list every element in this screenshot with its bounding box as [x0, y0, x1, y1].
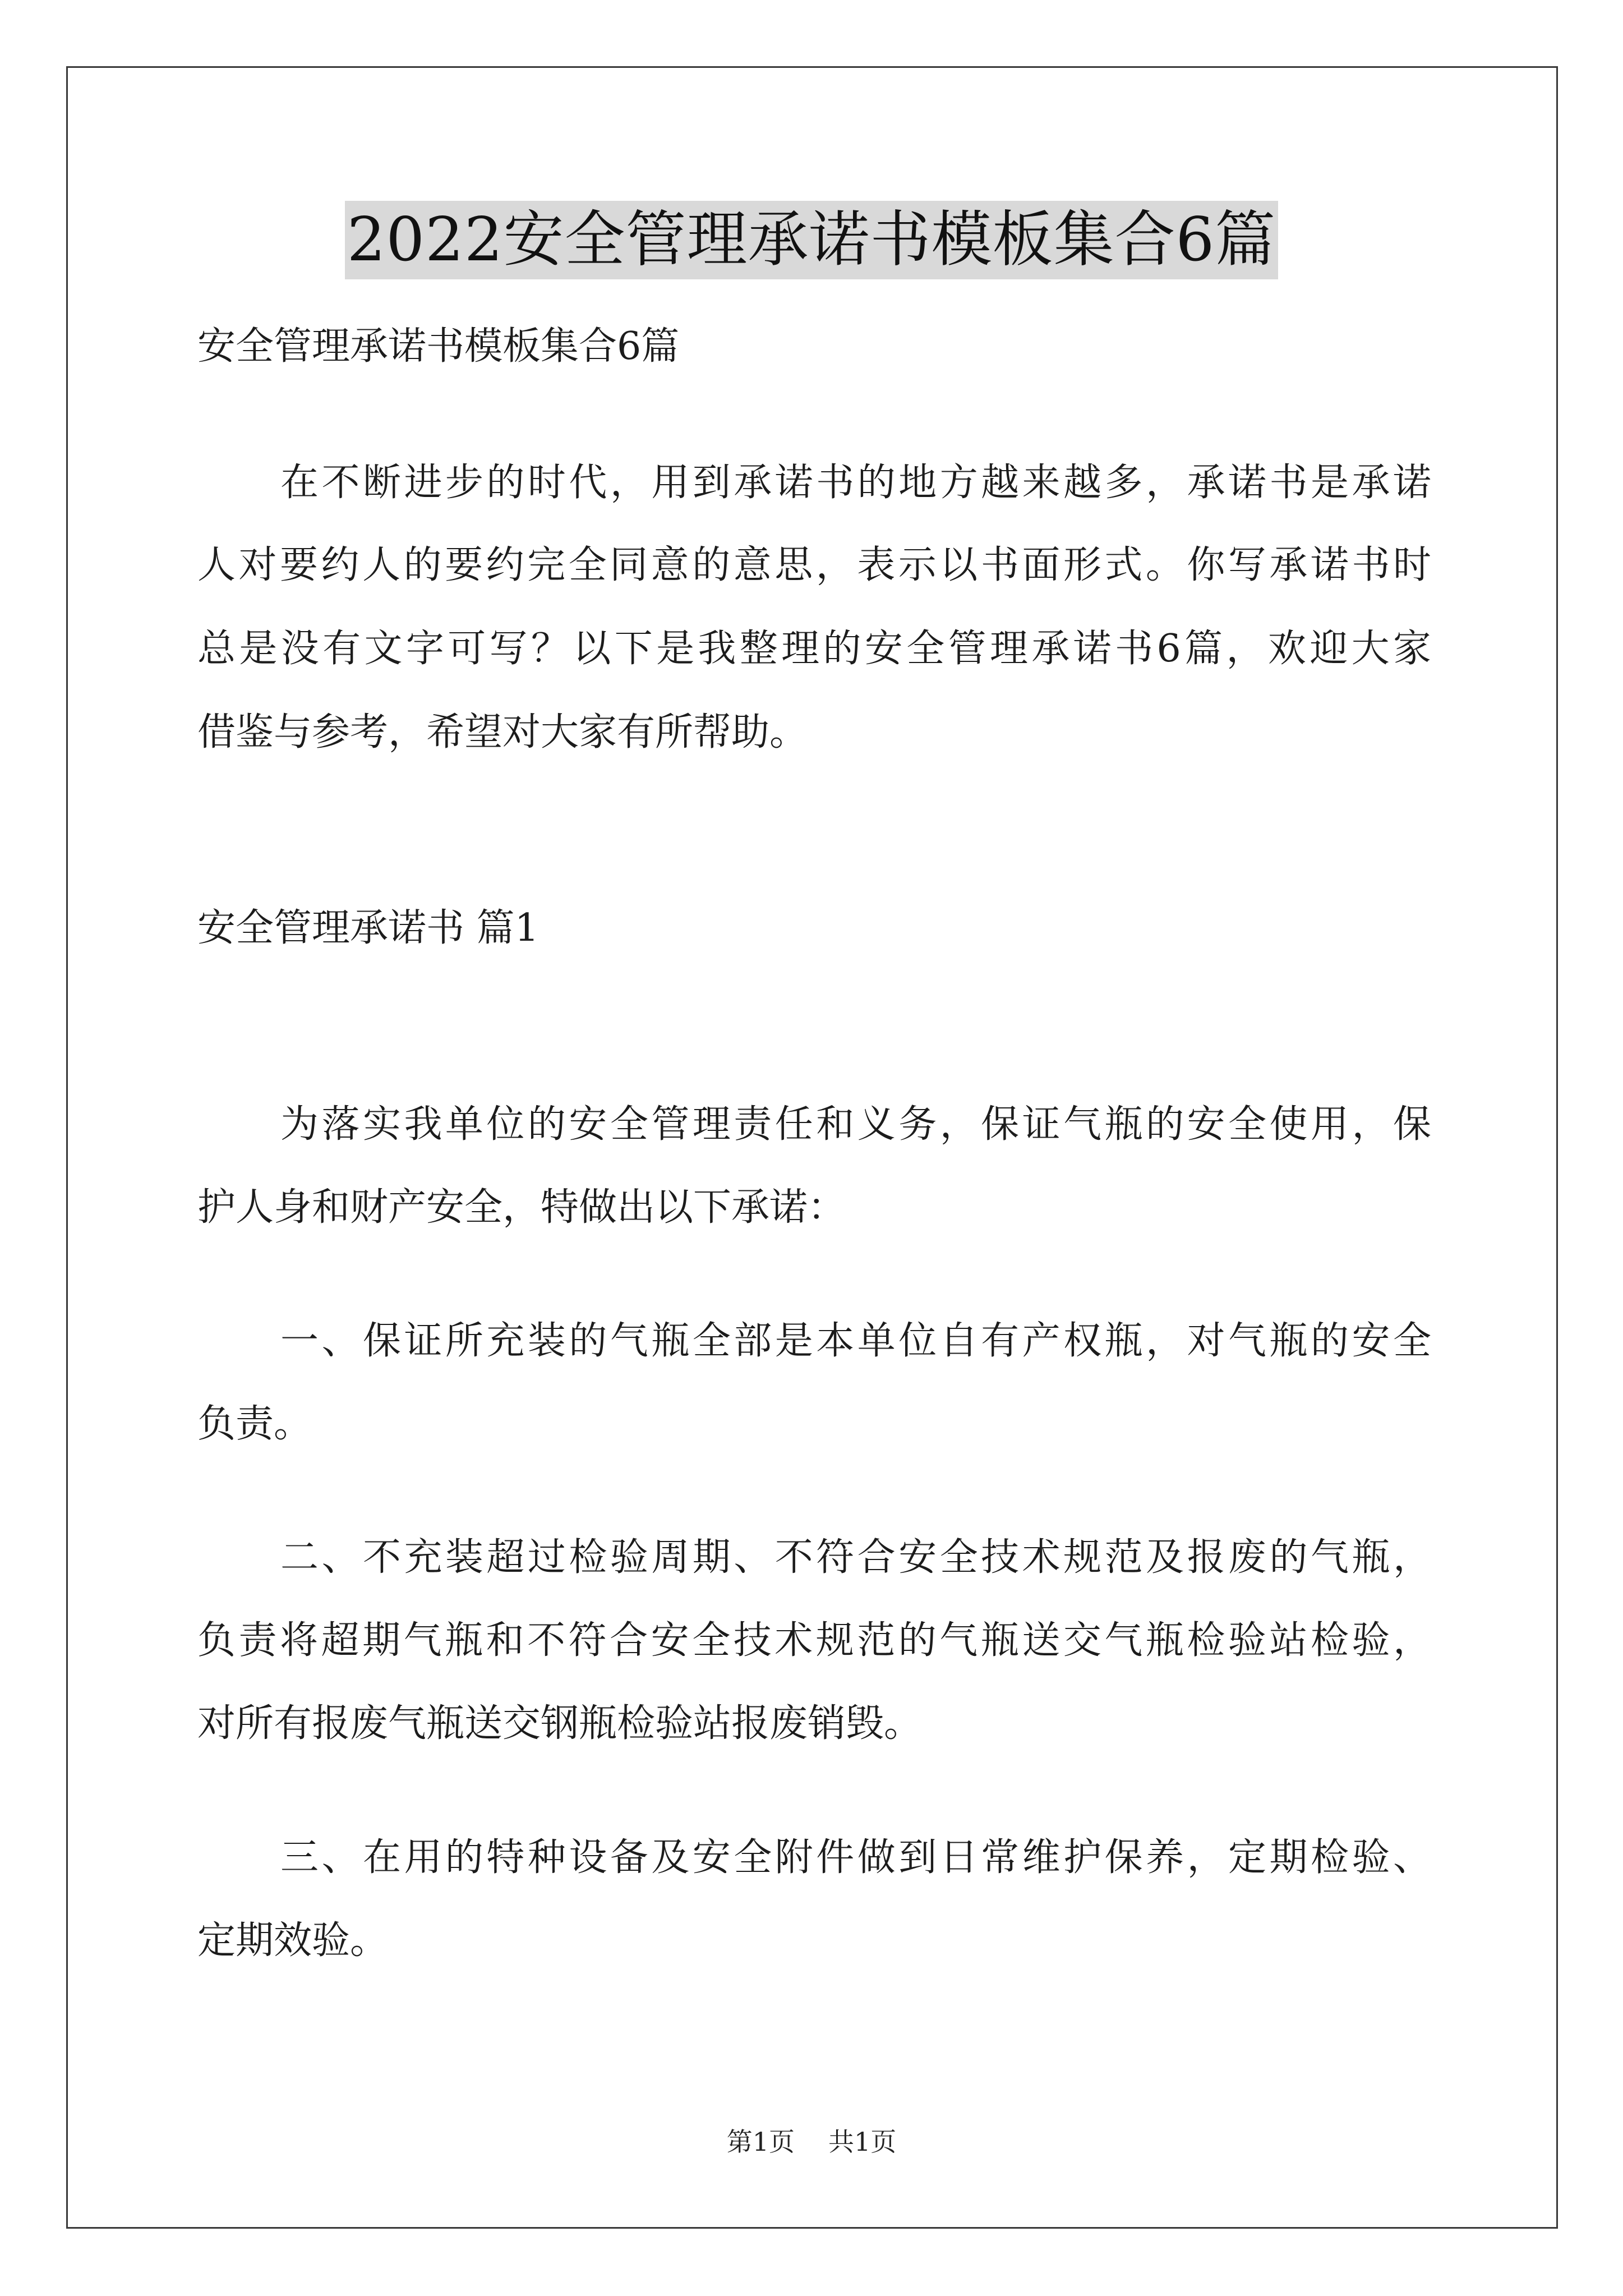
intro-paragraph-line-1: 在不断进步的时代，用到承诺书的地方越来越多，承诺书是承诺: [280, 461, 1431, 505]
page-total: 共1页: [828, 2127, 897, 2157]
section-paragraph-line-2: 护人身和财产安全，特做出以下承诺：: [197, 1185, 846, 1230]
subtitle-line: 安全管理承诺书模板集合6篇: [197, 324, 680, 369]
title-container: [0, 201, 1623, 279]
item-three-line-2: 定期效验。: [197, 1918, 389, 1963]
document-title: 2022安全管理承诺书模板集合6篇: [345, 201, 1279, 279]
page-number: 第1页: [726, 2127, 795, 2157]
item-two-line-1: 二、不充装超过检验周期、不符合安全技术规范及报废的气瓶，: [280, 1535, 1431, 1580]
intro-paragraph-line-2: 人对要约人的要约完全同意的意思，表示以书面形式。你写承诺书时: [197, 543, 1431, 587]
item-two-line-3: 对所有报废气瓶送交钢瓶检验站报废销毁。: [197, 1701, 923, 1746]
item-one-line-1: 一、保证所充装的气瓶全部是本单位自有产权瓶，对气瓶的安全: [280, 1319, 1431, 1363]
section-heading: 安全管理承诺书 篇1: [197, 906, 539, 950]
page-footer: [0, 2125, 1623, 2159]
section-paragraph-line-1: 为落实我单位的安全管理责任和义务，保证气瓶的安全使用，保: [280, 1102, 1431, 1147]
intro-paragraph-line-3: 总是没有文字可写？以下是我整理的安全管理承诺书6篇，欢迎大家: [197, 627, 1431, 671]
item-three-line-1: 三、在用的特种设备及安全附件做到日常维护保养，定期检验、: [280, 1835, 1431, 1880]
item-two-line-2: 负责将超期气瓶和不符合安全技术规范的气瓶送交气瓶检验站检验，: [197, 1618, 1431, 1663]
item-one-line-2: 负责。: [197, 1402, 312, 1446]
intro-paragraph-line-4: 借鉴与参考，希望对大家有所帮助。: [197, 710, 808, 754]
